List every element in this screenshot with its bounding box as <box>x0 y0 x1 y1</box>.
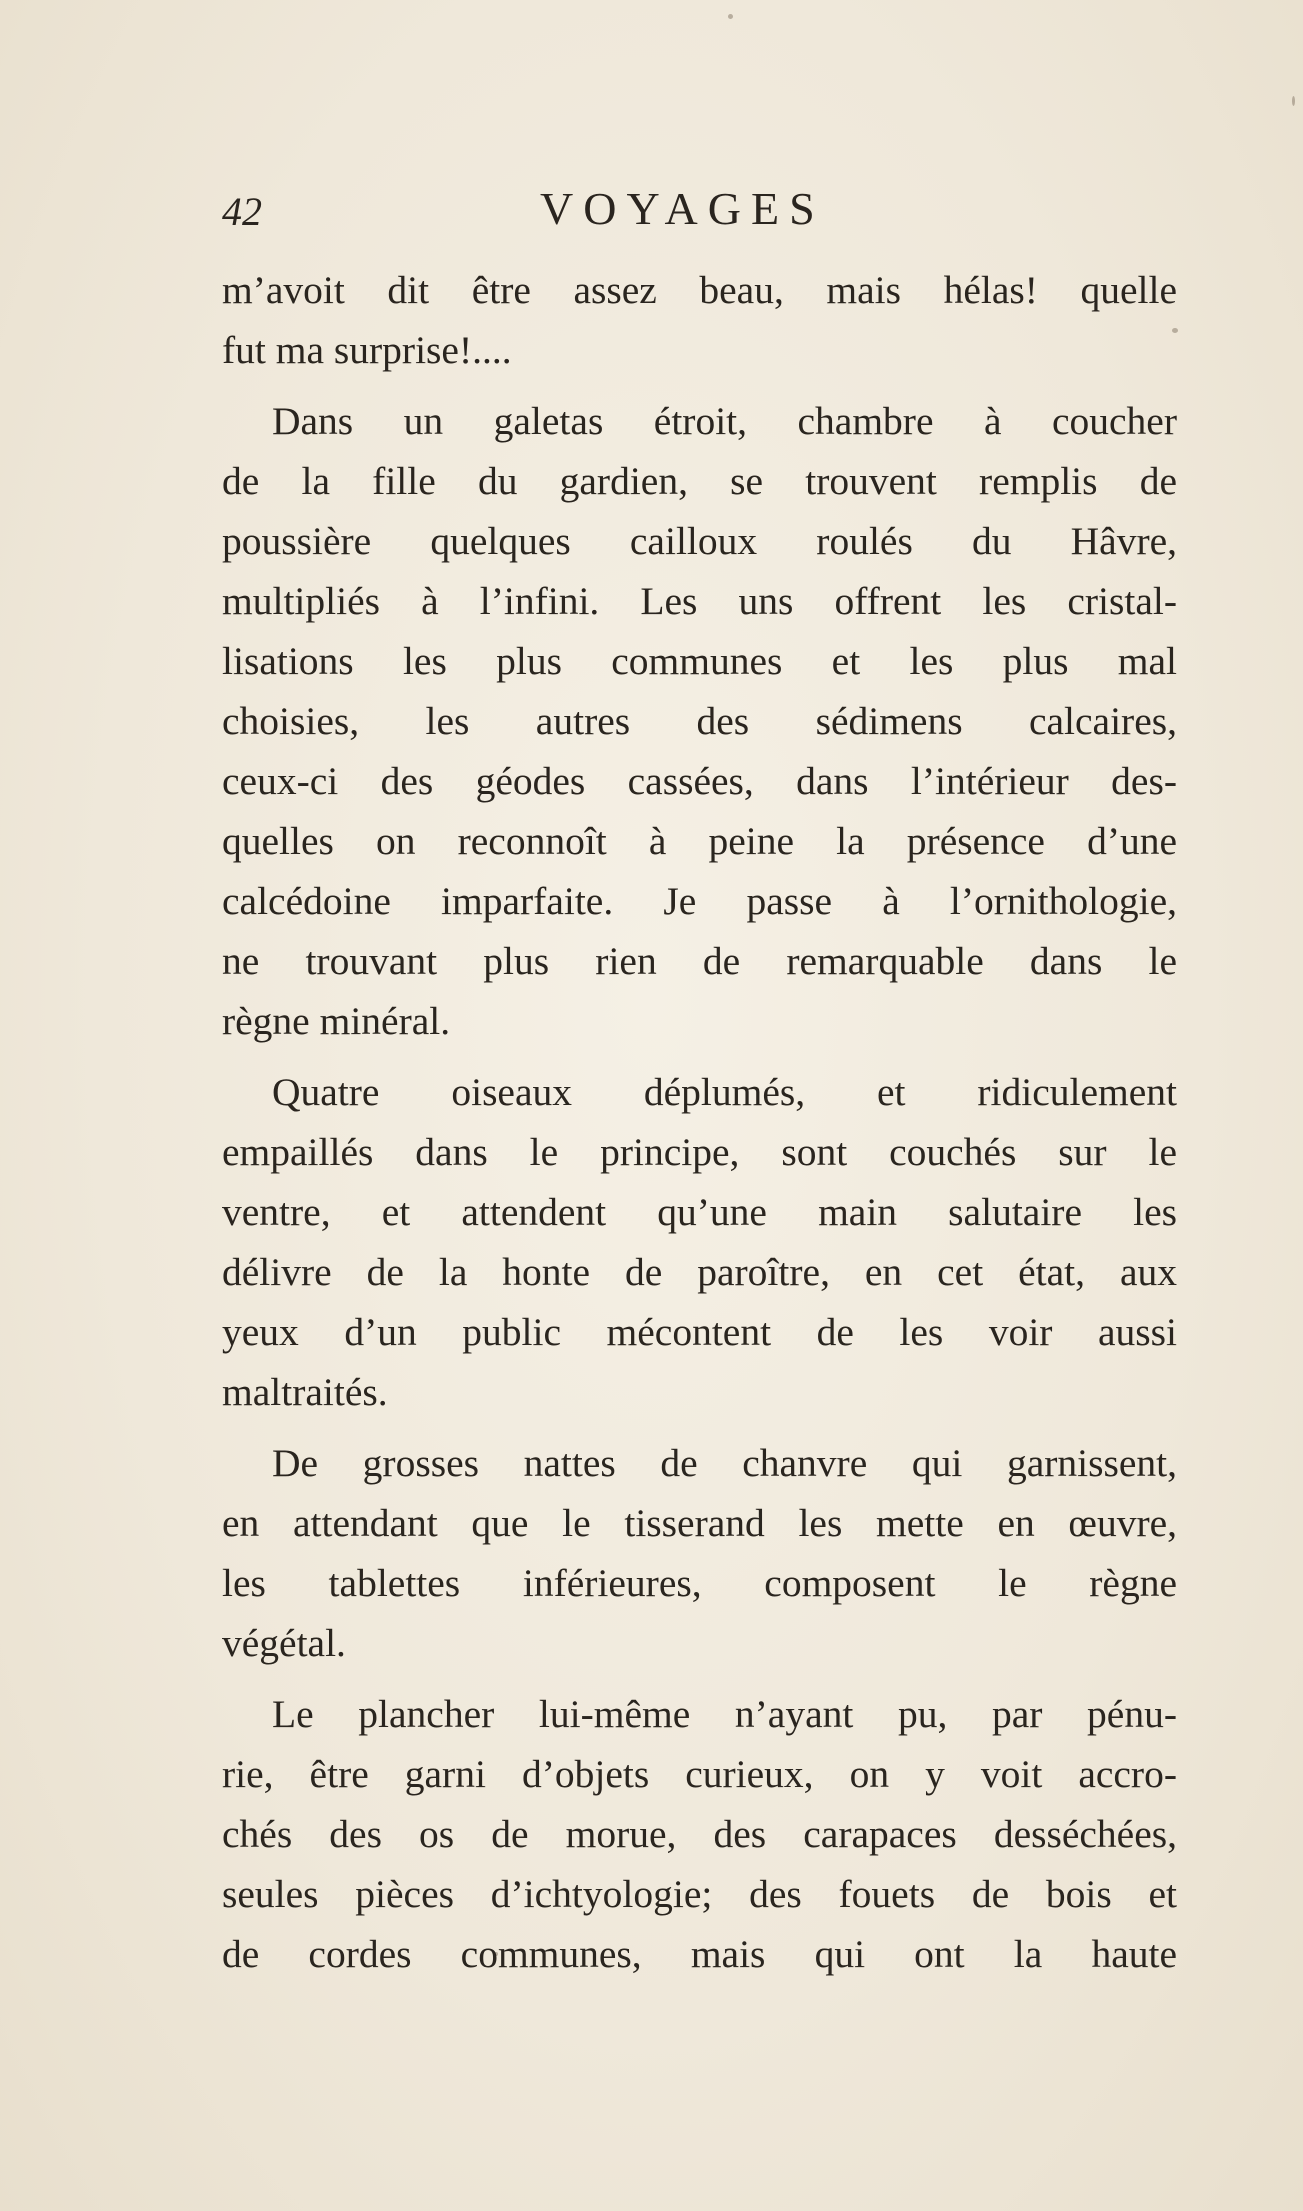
text-line: ne trouvant plus rien de remarquable dans le <box>222 939 1177 983</box>
text-line: quelles on reconnoît à peine la présence d’une <box>222 819 1177 863</box>
text-line: yeux d’un public mécontent de les voir aussi <box>222 1310 1177 1354</box>
text-line: végétal. <box>222 1621 346 1665</box>
text-line: en attendant que le tisserand les mette en œuvre, <box>222 1501 1177 1545</box>
text-line: fut ma surprise!.... <box>222 328 512 372</box>
paragraph <box>222 260 1177 380</box>
paragraph <box>222 391 1177 1051</box>
text-line: de la fille du gardien, se trouvent remplis de <box>222 459 1177 503</box>
text-line: Le plancher lui-même n’ayant pu, par pénu- <box>272 1692 1177 1736</box>
text-line: les tablettes inférieures, composent le règne <box>222 1561 1177 1605</box>
text-line: choisies, les autres des sédimens calcaires, <box>222 699 1177 743</box>
text-line: De grosses nattes de chanvre qui garnissent, <box>272 1441 1177 1485</box>
text-line: ventre, et attendent qu’une main salutaire les <box>222 1190 1177 1234</box>
running-title: VOYAGES <box>540 183 825 234</box>
text-line: règne minéral. <box>222 999 451 1043</box>
text-line: rie, être garni d’objets curieux, on y voit accro- <box>222 1752 1177 1796</box>
text-line: m’avoit dit être assez beau, mais hélas! quelle <box>222 268 1177 312</box>
text-line: Dans un galetas étroit, chambre à coucher <box>272 399 1177 443</box>
paragraph <box>222 1062 1177 1422</box>
text-line: Quatre oiseaux déplumés, et ridiculement <box>272 1070 1177 1114</box>
body-text <box>222 260 1177 1995</box>
text-line: lisations les plus communes et les plus mal <box>222 639 1177 683</box>
page-number: 42 <box>222 189 262 234</box>
paper-spot <box>1292 96 1295 106</box>
paper-spot <box>728 14 733 19</box>
text-line: seules pièces d’ichtyologie; des fouets de bois et <box>222 1872 1177 1916</box>
text-line: maltraités. <box>222 1370 388 1414</box>
text-line: empaillés dans le principe, sont couchés sur le <box>222 1130 1177 1174</box>
text-line: calcédoine imparfaite. Je passe à l’ornithologie, <box>222 879 1177 923</box>
paragraph <box>222 1684 1177 1984</box>
page-header <box>222 182 1177 242</box>
text-line: chés des os de morue, des carapaces desséchées, <box>222 1812 1177 1856</box>
text-line: délivre de la honte de paroître, en cet état, aux <box>222 1250 1177 1294</box>
paragraph <box>222 1433 1177 1673</box>
text-line: de cordes communes, mais qui ont la haute <box>222 1932 1177 1976</box>
text-line: poussière quelques cailloux roulés du Hâvre, <box>222 519 1177 563</box>
text-line: multipliés à l’infini. Les uns offrent les cristal- <box>222 579 1177 623</box>
text-line: ceux-ci des géodes cassées, dans l’intérieur des- <box>222 759 1177 803</box>
